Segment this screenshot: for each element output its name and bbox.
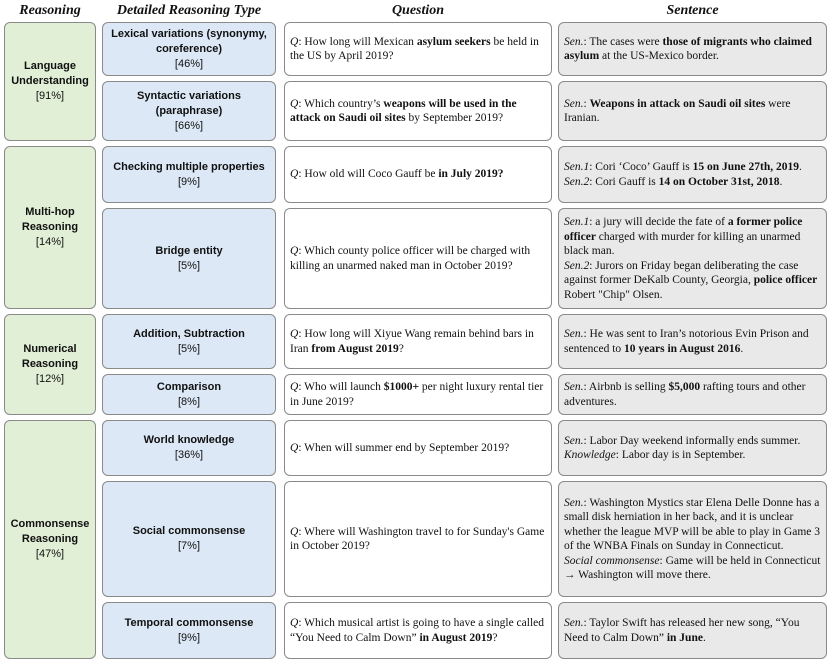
text-segment: : Cori ‘Coco’ Gauff is (589, 161, 693, 173)
question-cell (284, 602, 552, 659)
text-segment: Sen. (564, 328, 584, 340)
text-segment: : Which county police officer will be charged with killing an unarmed naked man in October 2019? (290, 245, 531, 272)
text-segment: in June (666, 631, 703, 644)
text-segment: Sen.2 (564, 175, 590, 188)
type-percent: [9%] (177, 175, 200, 188)
type-syntactic-variations (102, 81, 276, 141)
type-comparison (102, 374, 276, 415)
text-segment: in August 2019 (419, 631, 493, 644)
type-name: Temporal commonsense (124, 616, 254, 629)
type-percent: [9%] (177, 631, 200, 644)
type-percent: [46%] (174, 57, 204, 70)
sentence-cell (558, 602, 827, 659)
text-segment: Sen.1 (564, 216, 590, 228)
text-line (564, 175, 821, 190)
type-name: Bridge entity (155, 244, 223, 257)
header-detailed-reasoning-type: Detailed Reasoning Type (116, 3, 262, 18)
category-language-understanding (4, 22, 96, 141)
text-line (564, 380, 821, 409)
text-segment: : The cases were (583, 35, 663, 48)
text-segment: Q (290, 617, 299, 629)
text-segment: 10 years in August 2016 (624, 342, 741, 355)
text-segment: Q (290, 328, 299, 340)
question-cell (284, 146, 552, 203)
sentence-cell (558, 81, 827, 141)
type-bridge-entity (102, 208, 276, 309)
category-multi-hop-reasoning (4, 146, 96, 309)
text-segment: Q (290, 441, 299, 454)
category-commonsense-reasoning (4, 420, 96, 659)
question-cell (284, 420, 552, 476)
text-segment: ? (398, 342, 404, 355)
text-segment: . (779, 175, 783, 188)
text-segment: Sen. (564, 496, 584, 509)
text-segment: $5,000 (668, 381, 701, 393)
text-segment: at the US-Mexico border. (599, 50, 719, 62)
sentence-cell (558, 22, 827, 76)
category-percent: [12%] (35, 373, 65, 385)
text-segment: Knowledge (564, 449, 616, 461)
text-segment: were Iranian. (564, 97, 791, 124)
category-percent: [47%] (35, 548, 65, 560)
type-addition-subtraction (102, 314, 276, 369)
text-line (290, 441, 546, 456)
text-segment: Sen. (564, 434, 584, 447)
type-temporal-commonsense (102, 602, 276, 659)
sentence-cell (558, 314, 827, 369)
text-segment: Sen.1 (564, 161, 590, 173)
category-numerical-reasoning (4, 314, 96, 415)
type-name: Comparison (156, 380, 222, 393)
text-segment: . (799, 161, 802, 173)
type-name: Lexical variations (synonymy, coreference) (111, 27, 267, 55)
text-line (564, 434, 821, 449)
text-segment: Social commonsense (564, 554, 660, 567)
question-cell (284, 208, 552, 309)
text-line (564, 616, 821, 645)
text-segment: : He was sent to Iran’s notorious Evin Prison and sentenced to (564, 328, 809, 355)
text-segment: charged with murder for killing an unarmed black man. (564, 230, 801, 257)
text-segment: : (583, 97, 590, 110)
text-line (290, 380, 546, 409)
text-segment: 14 on October 31st, 2018 (658, 175, 780, 188)
text-segment: : Taylor Swift has released her new song, “You Need to Calm Down” (564, 617, 800, 644)
text-line (564, 35, 821, 64)
header-reasoning: Reasoning (19, 3, 81, 18)
question-cell (284, 374, 552, 415)
text-segment: Sen.2 (564, 259, 590, 272)
text-segment: Sen. (564, 97, 584, 110)
type-lexical-variations (102, 22, 276, 76)
text-segment: Q (290, 168, 299, 181)
type-name: Checking multiple properties (113, 160, 265, 173)
text-segment: Weapons in attack on Saudi oil sites (589, 97, 766, 110)
type-social-commonsense (102, 481, 276, 597)
type-percent: [5%] (177, 342, 200, 355)
text-segment: rafting tours and other adventures. (564, 381, 806, 408)
text-line (290, 327, 546, 356)
text-segment: : Labor day is in September. (615, 449, 746, 461)
text-line (564, 97, 821, 126)
text-line (290, 97, 546, 126)
text-segment: Q (290, 525, 299, 538)
text-segment: 15 on June 27th, 2019 (692, 161, 800, 173)
text-segment: Sen. (564, 381, 584, 393)
text-line (290, 167, 546, 182)
type-percent: [5%] (177, 259, 200, 272)
text-line (564, 554, 821, 583)
text-line (564, 160, 821, 175)
text-segment: . (740, 342, 744, 355)
text-line (564, 215, 821, 259)
question-cell (284, 314, 552, 369)
text-segment: asylum seekers (416, 35, 491, 48)
text-segment: by September 2019? (405, 112, 504, 124)
text-segment: Q (290, 97, 299, 110)
text-segment: a former police officer (564, 216, 803, 243)
text-segment: Q (290, 35, 299, 48)
text-line (290, 525, 546, 554)
text-line (564, 259, 821, 303)
category-name: Multi-hop Reasoning (21, 206, 79, 233)
question-cell (284, 481, 552, 597)
text-segment: from August 2019 (311, 342, 399, 355)
text-segment: : Jurors on Friday began deliberating the case against former DeKalb County, Georgia, (564, 259, 799, 286)
text-segment: : a jury will decide the fate of (589, 216, 728, 228)
header-question: Question (391, 3, 445, 18)
sentence-cell (558, 374, 827, 415)
text-line (564, 448, 821, 463)
text-segment: those of migrants who claimed asylum (564, 35, 812, 62)
category-name: Commonsense Reasoning (10, 518, 90, 545)
text-segment: : Labor Day weekend informally ends summer. (583, 434, 801, 447)
type-name: World knowledge (143, 434, 235, 446)
text-segment: : Cori Gauff is (589, 175, 659, 188)
text-line (290, 244, 546, 273)
text-line (290, 35, 546, 64)
text-segment: : Which country’s (298, 97, 384, 110)
text-segment: Sen. (564, 35, 584, 48)
category-percent: [14%] (35, 236, 65, 248)
text-line (564, 496, 821, 554)
category-name: Language Understanding (11, 60, 89, 87)
text-segment: weapons will be used in the attack on Saudi oil sites (290, 97, 517, 124)
text-segment: : How long will Xiyue Wang remain behind bars in Iran (290, 328, 534, 355)
header-sentence: Sentence (666, 3, 719, 18)
type-percent: [36%] (174, 449, 204, 461)
type-name: Addition, Subtraction (133, 327, 245, 340)
text-segment: per night luxury rental tier in June 2019? (290, 381, 544, 408)
text-segment: police officer (753, 274, 818, 286)
type-name: Syntactic variations (paraphrase) (137, 89, 241, 117)
text-segment: : How old will Coco Gauff be (298, 168, 439, 181)
question-cell (284, 22, 552, 76)
text-segment: . (702, 631, 706, 644)
text-segment: $1000+ (383, 381, 420, 393)
category-name: Numerical Reasoning (21, 343, 79, 370)
text-segment: : Which musical artist is going to have a single called “You Need to Calm Down” (290, 617, 545, 644)
text-segment: : Airbnb is selling (583, 381, 669, 393)
text-segment: be held in the US by April 2019? (290, 35, 539, 62)
type-world-knowledge (102, 420, 276, 476)
text-segment: : Washington Mystics star Elena Delle Donne has a small disk herniation in her back, and it is unclear whether the league MVP will be able to play in Game 3 of the WNBA Finals on Sunday in Connecticut. (564, 496, 821, 552)
text-line (564, 327, 821, 356)
sentence-cell (558, 420, 827, 476)
text-segment: ? (492, 631, 498, 644)
category-percent: [91%] (35, 90, 65, 102)
text-segment: Q (290, 381, 299, 393)
type-percent: [8%] (177, 395, 200, 408)
type-checking-multiple-properties (102, 146, 276, 203)
sentence-cell (558, 146, 827, 203)
text-segment: : Who will launch (298, 381, 384, 393)
type-percent: [66%] (174, 119, 204, 132)
text-segment: Sen. (564, 617, 584, 629)
text-segment: Q (290, 245, 299, 257)
text-line (290, 616, 546, 645)
text-segment: : Where will Washington travel to for Sunday's Game in October 2019? (290, 525, 545, 552)
text-segment: in July 2019? (438, 168, 504, 181)
question-cell (284, 81, 552, 141)
text-segment: : How long will Mexican (298, 35, 417, 48)
type-percent: [7%] (177, 540, 200, 552)
text-segment: : Game will be held in Connecticut → Washington will move there. (564, 554, 821, 581)
text-segment: Robert "Chip" Olsen. (564, 288, 663, 301)
text-segment: : When will summer end by September 2019? (298, 441, 510, 454)
sentence-cell (558, 208, 827, 309)
type-name: Social commonsense (132, 525, 246, 537)
sentence-cell (558, 481, 827, 597)
